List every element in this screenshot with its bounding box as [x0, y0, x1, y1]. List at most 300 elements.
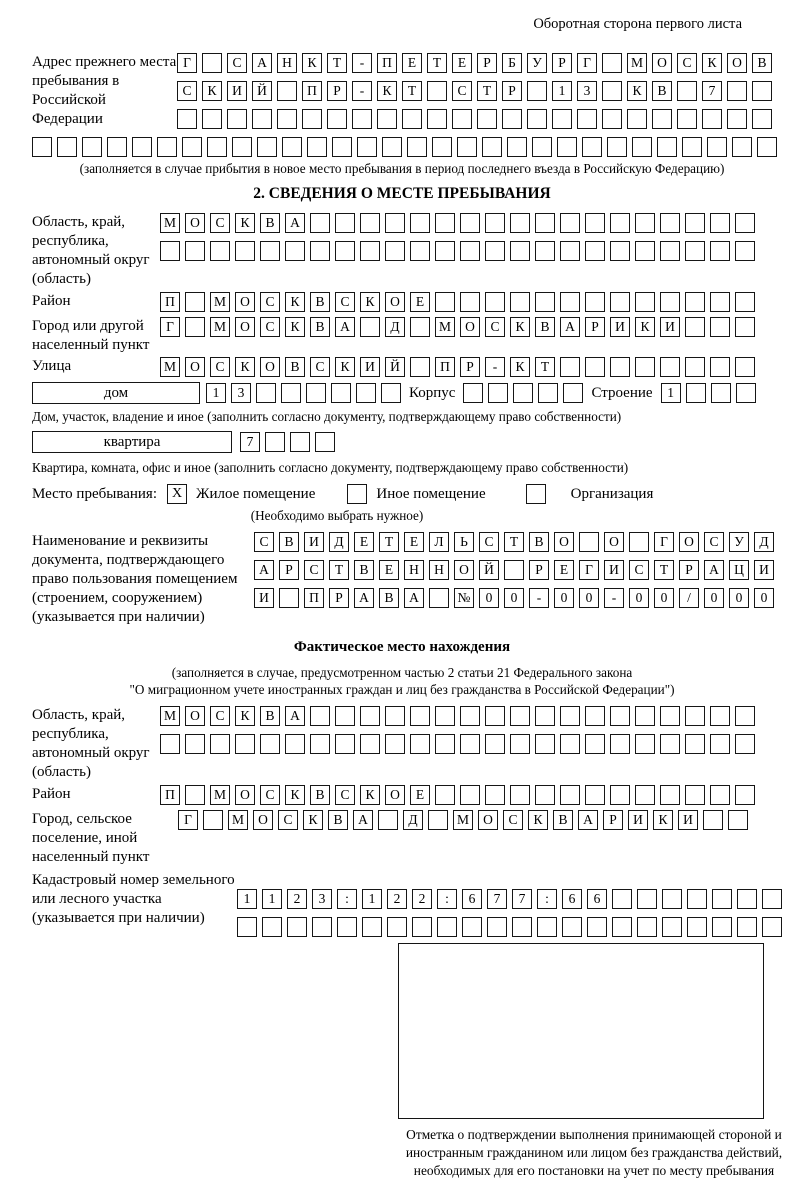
char-box[interactable]: С	[310, 357, 330, 377]
char-box[interactable]	[385, 706, 405, 726]
char-box[interactable]	[378, 810, 398, 830]
char-box[interactable]	[612, 889, 632, 909]
char-box[interactable]: С	[629, 560, 649, 580]
char-box[interactable]: С	[260, 785, 280, 805]
char-box[interactable]: У	[527, 53, 547, 73]
char-box[interactable]	[662, 917, 682, 937]
char-box[interactable]: 1	[262, 889, 282, 909]
char-box[interactable]: Р	[477, 53, 497, 73]
char-box[interactable]: Н	[404, 560, 424, 580]
char-box[interactable]	[660, 241, 680, 261]
char-box[interactable]	[460, 785, 480, 805]
char-box[interactable]: 1	[206, 383, 226, 403]
char-box[interactable]: 0	[754, 588, 774, 608]
checkbox-organizatsiya[interactable]	[526, 484, 546, 504]
char-box[interactable]	[357, 137, 377, 157]
char-box[interactable]	[277, 81, 297, 101]
char-box[interactable]	[302, 109, 322, 129]
char-box[interactable]	[504, 560, 524, 580]
char-box[interactable]	[327, 109, 347, 129]
char-box[interactable]: М	[160, 213, 180, 233]
char-box[interactable]	[407, 137, 427, 157]
char-box[interactable]	[287, 917, 307, 937]
char-box[interactable]: Р	[585, 317, 605, 337]
char-box[interactable]: 3	[577, 81, 597, 101]
char-box[interactable]: 0	[654, 588, 674, 608]
char-box[interactable]: Л	[429, 532, 449, 552]
char-box[interactable]: 6	[562, 889, 582, 909]
char-box[interactable]: К	[528, 810, 548, 830]
char-box[interactable]: С	[485, 317, 505, 337]
char-box[interactable]	[610, 292, 630, 312]
char-box[interactable]	[82, 137, 102, 157]
char-box[interactable]: А	[285, 213, 305, 233]
char-box[interactable]: Р	[279, 560, 299, 580]
char-box[interactable]	[560, 734, 580, 754]
char-box[interactable]: У	[729, 532, 749, 552]
char-box[interactable]	[435, 785, 455, 805]
char-box[interactable]	[277, 109, 297, 129]
char-box[interactable]	[710, 357, 730, 377]
char-box[interactable]	[710, 213, 730, 233]
char-box[interactable]	[335, 241, 355, 261]
char-box[interactable]	[252, 109, 272, 129]
char-box[interactable]	[185, 317, 205, 337]
char-box[interactable]	[563, 383, 583, 403]
char-box[interactable]	[510, 213, 530, 233]
char-box[interactable]: О	[260, 357, 280, 377]
char-box[interactable]: Т	[379, 532, 399, 552]
char-box[interactable]	[762, 889, 782, 909]
char-box[interactable]	[602, 53, 622, 73]
char-box[interactable]: С	[479, 532, 499, 552]
char-box[interactable]	[585, 734, 605, 754]
char-box[interactable]: А	[252, 53, 272, 73]
char-box[interactable]: 0	[504, 588, 524, 608]
char-box[interactable]	[685, 213, 705, 233]
char-box[interactable]: С	[227, 53, 247, 73]
char-box[interactable]: С	[260, 317, 280, 337]
char-box[interactable]: К	[335, 357, 355, 377]
char-box[interactable]: :	[537, 889, 557, 909]
char-box[interactable]	[602, 109, 622, 129]
char-box[interactable]	[429, 588, 449, 608]
char-box[interactable]: Т	[535, 357, 555, 377]
char-box[interactable]	[652, 109, 672, 129]
char-box[interactable]	[437, 917, 457, 937]
char-box[interactable]: И	[360, 357, 380, 377]
char-box[interactable]	[360, 734, 380, 754]
char-box[interactable]: Е	[410, 785, 430, 805]
char-box[interactable]	[635, 785, 655, 805]
char-box[interactable]	[510, 292, 530, 312]
char-box[interactable]: Т	[504, 532, 524, 552]
char-box[interactable]	[310, 241, 330, 261]
char-box[interactable]: В	[379, 588, 399, 608]
char-box[interactable]	[410, 357, 430, 377]
char-box[interactable]	[385, 213, 405, 233]
char-box[interactable]: 3	[231, 383, 251, 403]
char-box[interactable]	[356, 383, 376, 403]
char-box[interactable]	[712, 917, 732, 937]
char-box[interactable]	[360, 317, 380, 337]
char-box[interactable]	[687, 917, 707, 937]
char-box[interactable]	[657, 137, 677, 157]
char-box[interactable]	[435, 241, 455, 261]
char-box[interactable]: М	[453, 810, 473, 830]
char-box[interactable]: Р	[603, 810, 623, 830]
char-box[interactable]	[535, 734, 555, 754]
char-box[interactable]: 2	[387, 889, 407, 909]
char-box[interactable]	[660, 213, 680, 233]
char-box[interactable]	[727, 109, 747, 129]
char-box[interactable]: С	[254, 532, 274, 552]
char-box[interactable]	[560, 785, 580, 805]
char-box[interactable]: П	[160, 785, 180, 805]
char-box[interactable]: 0	[579, 588, 599, 608]
char-box[interactable]	[585, 357, 605, 377]
char-box[interactable]: Р	[329, 588, 349, 608]
char-box[interactable]: А	[704, 560, 724, 580]
char-box[interactable]	[460, 706, 480, 726]
char-box[interactable]: Г	[178, 810, 198, 830]
char-box[interactable]: 7	[240, 432, 260, 452]
char-box[interactable]: /	[679, 588, 699, 608]
char-box[interactable]: 7	[512, 889, 532, 909]
char-box[interactable]	[312, 917, 332, 937]
char-box[interactable]	[360, 241, 380, 261]
char-box[interactable]: Р	[460, 357, 480, 377]
char-box[interactable]: С	[210, 357, 230, 377]
char-box[interactable]: Н	[277, 53, 297, 73]
char-box[interactable]: В	[310, 292, 330, 312]
char-box[interactable]	[585, 785, 605, 805]
char-box[interactable]	[577, 109, 597, 129]
char-box[interactable]	[460, 292, 480, 312]
char-box[interactable]: П	[304, 588, 324, 608]
char-box[interactable]	[532, 137, 552, 157]
char-box[interactable]: С	[335, 292, 355, 312]
char-box[interactable]	[332, 137, 352, 157]
char-box[interactable]	[585, 241, 605, 261]
char-box[interactable]	[710, 734, 730, 754]
char-box[interactable]: К	[302, 53, 322, 73]
char-box[interactable]: Д	[329, 532, 349, 552]
char-box[interactable]: М	[435, 317, 455, 337]
char-box[interactable]	[660, 706, 680, 726]
char-box[interactable]: Р	[679, 560, 699, 580]
char-box[interactable]: Г	[177, 53, 197, 73]
char-box[interactable]	[185, 241, 205, 261]
char-box[interactable]: -	[604, 588, 624, 608]
char-box[interactable]	[203, 810, 223, 830]
char-box[interactable]: В	[310, 785, 330, 805]
char-box[interactable]	[685, 706, 705, 726]
char-box[interactable]: В	[354, 560, 374, 580]
char-box[interactable]: 1	[237, 889, 257, 909]
char-box[interactable]	[310, 706, 330, 726]
char-box[interactable]: О	[652, 53, 672, 73]
char-box[interactable]: Г	[160, 317, 180, 337]
char-box[interactable]	[752, 81, 772, 101]
char-box[interactable]	[752, 109, 772, 129]
char-box[interactable]: К	[202, 81, 222, 101]
char-box[interactable]	[185, 785, 205, 805]
char-box[interactable]	[285, 734, 305, 754]
char-box[interactable]	[685, 357, 705, 377]
char-box[interactable]	[502, 109, 522, 129]
checkbox-zhiloe-pomeshchenie[interactable]: X	[167, 484, 187, 504]
char-box[interactable]	[282, 137, 302, 157]
char-box[interactable]	[412, 917, 432, 937]
char-box[interactable]	[735, 785, 755, 805]
char-box[interactable]	[635, 734, 655, 754]
char-box[interactable]: М	[210, 785, 230, 805]
char-box[interactable]: К	[235, 213, 255, 233]
char-box[interactable]: К	[360, 292, 380, 312]
char-box[interactable]: П	[377, 53, 397, 73]
char-box[interactable]	[382, 137, 402, 157]
char-box[interactable]	[635, 241, 655, 261]
char-box[interactable]	[182, 137, 202, 157]
char-box[interactable]	[727, 81, 747, 101]
char-box[interactable]	[582, 137, 602, 157]
char-box[interactable]: А	[285, 706, 305, 726]
char-box[interactable]	[410, 213, 430, 233]
char-box[interactable]	[527, 81, 547, 101]
char-box[interactable]: Е	[554, 560, 574, 580]
char-box[interactable]: О	[604, 532, 624, 552]
char-box[interactable]: Д	[385, 317, 405, 337]
char-box[interactable]	[457, 137, 477, 157]
char-box[interactable]: К	[635, 317, 655, 337]
char-box[interactable]: :	[437, 889, 457, 909]
char-box[interactable]	[335, 213, 355, 233]
char-box[interactable]: К	[510, 317, 530, 337]
char-box[interactable]	[485, 785, 505, 805]
char-box[interactable]: Т	[329, 560, 349, 580]
char-box[interactable]: 0	[729, 588, 749, 608]
char-box[interactable]	[331, 383, 351, 403]
char-box[interactable]	[237, 917, 257, 937]
char-box[interactable]	[635, 292, 655, 312]
char-box[interactable]	[477, 109, 497, 129]
char-box[interactable]: М	[160, 357, 180, 377]
char-box[interactable]: С	[210, 213, 230, 233]
char-box[interactable]: О	[185, 706, 205, 726]
char-box[interactable]	[432, 137, 452, 157]
char-box[interactable]	[410, 734, 430, 754]
char-box[interactable]: К	[377, 81, 397, 101]
char-box[interactable]: :	[337, 889, 357, 909]
char-box[interactable]	[257, 137, 277, 157]
char-box[interactable]	[762, 917, 782, 937]
char-box[interactable]: Е	[404, 532, 424, 552]
char-box[interactable]	[560, 706, 580, 726]
char-box[interactable]: В	[553, 810, 573, 830]
char-box[interactable]: -	[485, 357, 505, 377]
char-box[interactable]	[637, 917, 657, 937]
char-box[interactable]: А	[578, 810, 598, 830]
char-box[interactable]	[279, 588, 299, 608]
char-box[interactable]	[735, 213, 755, 233]
char-box[interactable]	[285, 241, 305, 261]
char-box[interactable]: С	[304, 560, 324, 580]
char-box[interactable]: 6	[587, 889, 607, 909]
char-box[interactable]	[510, 734, 530, 754]
char-box[interactable]: А	[354, 588, 374, 608]
char-box[interactable]	[610, 706, 630, 726]
char-box[interactable]	[487, 917, 507, 937]
char-box[interactable]	[377, 109, 397, 129]
char-box[interactable]	[735, 706, 755, 726]
char-box[interactable]	[281, 383, 301, 403]
char-box[interactable]	[435, 292, 455, 312]
char-box[interactable]	[381, 383, 401, 403]
checkbox-inoe-pomeshchenie[interactable]	[347, 484, 367, 504]
char-box[interactable]: О	[727, 53, 747, 73]
char-box[interactable]	[507, 137, 527, 157]
char-box[interactable]: Й	[252, 81, 272, 101]
char-box[interactable]	[387, 917, 407, 937]
char-box[interactable]: Т	[427, 53, 447, 73]
char-box[interactable]	[660, 734, 680, 754]
char-box[interactable]	[232, 137, 252, 157]
char-box[interactable]: Т	[402, 81, 422, 101]
char-box[interactable]: 2	[287, 889, 307, 909]
char-box[interactable]	[585, 292, 605, 312]
char-box[interactable]: О	[478, 810, 498, 830]
char-box[interactable]: К	[285, 785, 305, 805]
char-box[interactable]: М	[210, 317, 230, 337]
char-box[interactable]	[735, 292, 755, 312]
char-box[interactable]: С	[335, 785, 355, 805]
char-box[interactable]: О	[454, 560, 474, 580]
char-box[interactable]	[337, 917, 357, 937]
char-box[interactable]: М	[228, 810, 248, 830]
char-box[interactable]	[687, 889, 707, 909]
char-box[interactable]	[435, 706, 455, 726]
char-box[interactable]	[315, 432, 335, 452]
char-box[interactable]	[435, 213, 455, 233]
char-box[interactable]	[385, 241, 405, 261]
char-box[interactable]: Ь	[454, 532, 474, 552]
char-box[interactable]	[485, 734, 505, 754]
char-box[interactable]: Р	[529, 560, 549, 580]
char-box[interactable]: К	[510, 357, 530, 377]
char-box[interactable]	[235, 734, 255, 754]
char-box[interactable]: 7	[487, 889, 507, 909]
char-box[interactable]	[710, 241, 730, 261]
char-box[interactable]	[428, 810, 448, 830]
char-box[interactable]	[306, 383, 326, 403]
char-box[interactable]	[737, 889, 757, 909]
char-box[interactable]	[157, 137, 177, 157]
char-box[interactable]: Д	[754, 532, 774, 552]
char-box[interactable]	[610, 357, 630, 377]
char-box[interactable]: К	[360, 785, 380, 805]
char-box[interactable]	[410, 241, 430, 261]
char-box[interactable]: -	[529, 588, 549, 608]
char-box[interactable]: -	[352, 81, 372, 101]
char-box[interactable]	[710, 785, 730, 805]
char-box[interactable]: В	[310, 317, 330, 337]
char-box[interactable]: И	[628, 810, 648, 830]
char-box[interactable]: В	[328, 810, 348, 830]
char-box[interactable]: А	[335, 317, 355, 337]
char-box[interactable]: О	[185, 357, 205, 377]
char-box[interactable]: Н	[429, 560, 449, 580]
char-box[interactable]	[677, 109, 697, 129]
char-box[interactable]: 1	[362, 889, 382, 909]
char-box[interactable]	[703, 810, 723, 830]
char-box[interactable]	[210, 734, 230, 754]
char-box[interactable]	[557, 137, 577, 157]
char-box[interactable]	[685, 785, 705, 805]
char-box[interactable]: И	[754, 560, 774, 580]
char-box[interactable]: Б	[502, 53, 522, 73]
char-box[interactable]	[735, 241, 755, 261]
char-box[interactable]: М	[627, 53, 647, 73]
char-box[interactable]: О	[460, 317, 480, 337]
char-box[interactable]: №	[454, 588, 474, 608]
char-box[interactable]: Г	[579, 560, 599, 580]
char-box[interactable]	[207, 137, 227, 157]
char-box[interactable]	[290, 432, 310, 452]
char-box[interactable]	[260, 241, 280, 261]
char-box[interactable]	[535, 706, 555, 726]
char-box[interactable]: Т	[477, 81, 497, 101]
char-box[interactable]	[735, 357, 755, 377]
char-box[interactable]: Т	[327, 53, 347, 73]
char-box[interactable]	[702, 109, 722, 129]
char-box[interactable]	[310, 734, 330, 754]
char-box[interactable]: И	[678, 810, 698, 830]
char-box[interactable]	[710, 317, 730, 337]
char-box[interactable]	[552, 109, 572, 129]
char-box[interactable]: Й	[385, 357, 405, 377]
char-box[interactable]	[560, 292, 580, 312]
char-box[interactable]	[660, 292, 680, 312]
char-box[interactable]: А	[560, 317, 580, 337]
char-box[interactable]	[307, 137, 327, 157]
char-box[interactable]	[352, 109, 372, 129]
char-box[interactable]: К	[627, 81, 647, 101]
char-box[interactable]: 2	[412, 889, 432, 909]
char-box[interactable]: П	[435, 357, 455, 377]
char-box[interactable]: К	[653, 810, 673, 830]
char-box[interactable]: 7	[702, 81, 722, 101]
char-box[interactable]	[610, 734, 630, 754]
char-box[interactable]: К	[235, 706, 255, 726]
char-box[interactable]	[202, 109, 222, 129]
char-box[interactable]: О	[253, 810, 273, 830]
char-box[interactable]	[685, 317, 705, 337]
char-box[interactable]: В	[260, 706, 280, 726]
char-box[interactable]	[737, 917, 757, 937]
char-box[interactable]	[677, 81, 697, 101]
char-box[interactable]	[635, 706, 655, 726]
char-box[interactable]	[535, 292, 555, 312]
char-box[interactable]	[585, 213, 605, 233]
char-box[interactable]: С	[704, 532, 724, 552]
char-box[interactable]: 6	[462, 889, 482, 909]
char-box[interactable]	[527, 109, 547, 129]
char-box[interactable]	[452, 109, 472, 129]
char-box[interactable]	[410, 706, 430, 726]
char-box[interactable]: М	[160, 706, 180, 726]
char-box[interactable]	[462, 917, 482, 937]
